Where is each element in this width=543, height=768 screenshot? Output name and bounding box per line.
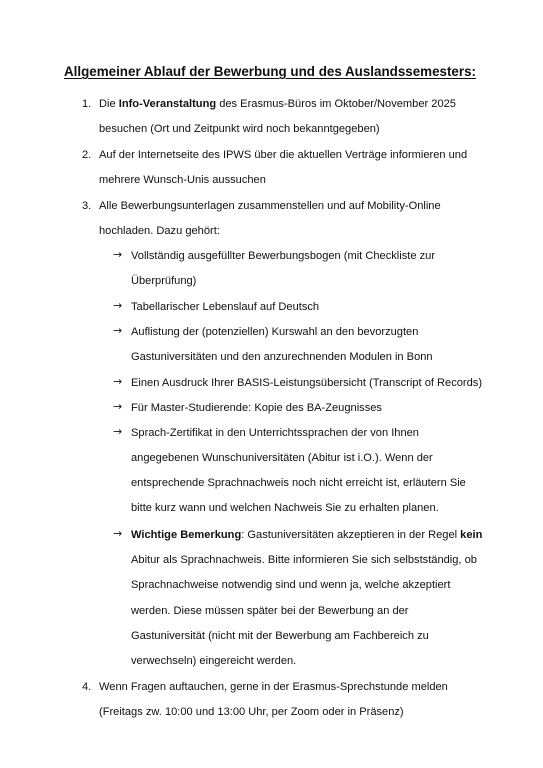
step-2-line-1: Auf der Internetseite des IPWS über die aktuellen Verträge informieren und	[99, 149, 468, 161]
step-1-line-1	[99, 97, 456, 111]
arrow-right-icon: →	[113, 324, 123, 337]
arrow-right-icon: →	[113, 299, 123, 312]
important-note-line-6: verwechseln) eingereicht werden.	[131, 655, 297, 667]
step-3-line-1: Alle Bewerbungsunterlagen zusammenstellen und auf Mobility-Online	[99, 200, 441, 212]
list-item-continued: Überprüfung)	[131, 275, 197, 287]
step-number: 3.	[82, 200, 92, 212]
important-note-line-1	[131, 528, 482, 542]
step-1-text: des Erasmus-Büros im Oktober/November 2025	[216, 98, 456, 110]
list-item-continued: entsprechende Sprachnachweis noch nicht erreicht ist, erläutern Sie	[131, 477, 466, 489]
important-note-line-2: Abitur als Sprachnachweis. Bitte informieren Sie sich selbstständig, ob	[131, 554, 477, 566]
step-1-emphasis: Info-Veranstaltung	[118, 98, 217, 110]
list-item: Vollständig ausgefüllter Bewerbungsbogen (mit Checkliste zur	[131, 250, 436, 262]
step-1-line-2: besuchen (Ort und Zeitpunkt wird noch bekanntgegeben)	[99, 123, 380, 135]
step-1-text: Die	[99, 98, 119, 110]
list-item: Für Master-Studierende: Kopie des BA-Zeugnisses	[131, 402, 382, 414]
step-number: 1.	[82, 98, 92, 110]
list-item-continued: bitte kurz wann und welchen Nachweis Sie zu erhalten planen.	[131, 502, 439, 514]
step-4-line-2: (Freitags zw. 10:00 und 13:00 Uhr, per Zoom oder in Präsenz)	[99, 706, 404, 718]
arrow-right-icon: →	[113, 400, 123, 413]
list-item: Tabellarischer Lebenslauf auf Deutsch	[131, 301, 320, 313]
step-4-line-1: Wenn Fragen auftauchen, gerne in der Erasmus-Sprechstunde melden	[99, 681, 448, 693]
important-note-line-5: Gastuniversität (nicht mit der Bewerbung am Fachbereich zu	[131, 630, 429, 642]
arrow-right-icon: →	[113, 527, 123, 540]
list-item-continued: angegebenen Wunschuniversitäten (Abitur ist i.O.). Wenn der	[131, 452, 433, 464]
step-3-line-2: hochladen. Dazu gehört:	[99, 225, 220, 237]
list-item: Sprach-Zertifikat in den Unterrichtssprachen der von Ihnen	[131, 427, 419, 439]
arrow-right-icon: →	[113, 248, 123, 261]
list-item: Auflistung der (potenziellen) Kurswahl an den bevorzugten	[131, 326, 419, 338]
step-number: 2.	[82, 149, 92, 161]
important-note-line-3: Sprachnachweise notwendig sind und wenn ja, welche akzeptiert	[131, 579, 451, 591]
important-note-label: Wichtige Bemerkung	[131, 529, 242, 541]
arrow-right-icon: →	[113, 425, 123, 438]
important-note-text: : Gastuniversitäten akzeptieren in der Regel	[241, 529, 461, 541]
important-note-line-4: werden. Diese müssen später bei der Bewerbung an der	[131, 605, 409, 617]
page-title: Allgemeiner Ablauf der Bewerbung und des Auslandssemesters:	[64, 64, 476, 79]
list-item: Einen Ausdruck Ihrer BASIS-Leistungsübersicht (Transcript of Records)	[131, 377, 483, 389]
step-2-line-2: mehrere Wunsch-Unis aussuchen	[99, 174, 266, 186]
important-note-emphasis: kein	[460, 529, 483, 541]
step-number: 4.	[82, 681, 92, 693]
arrow-right-icon: →	[113, 375, 123, 388]
list-item-continued: Gastuniversitäten und den anzurechnenden Modulen in Bonn	[131, 351, 433, 363]
